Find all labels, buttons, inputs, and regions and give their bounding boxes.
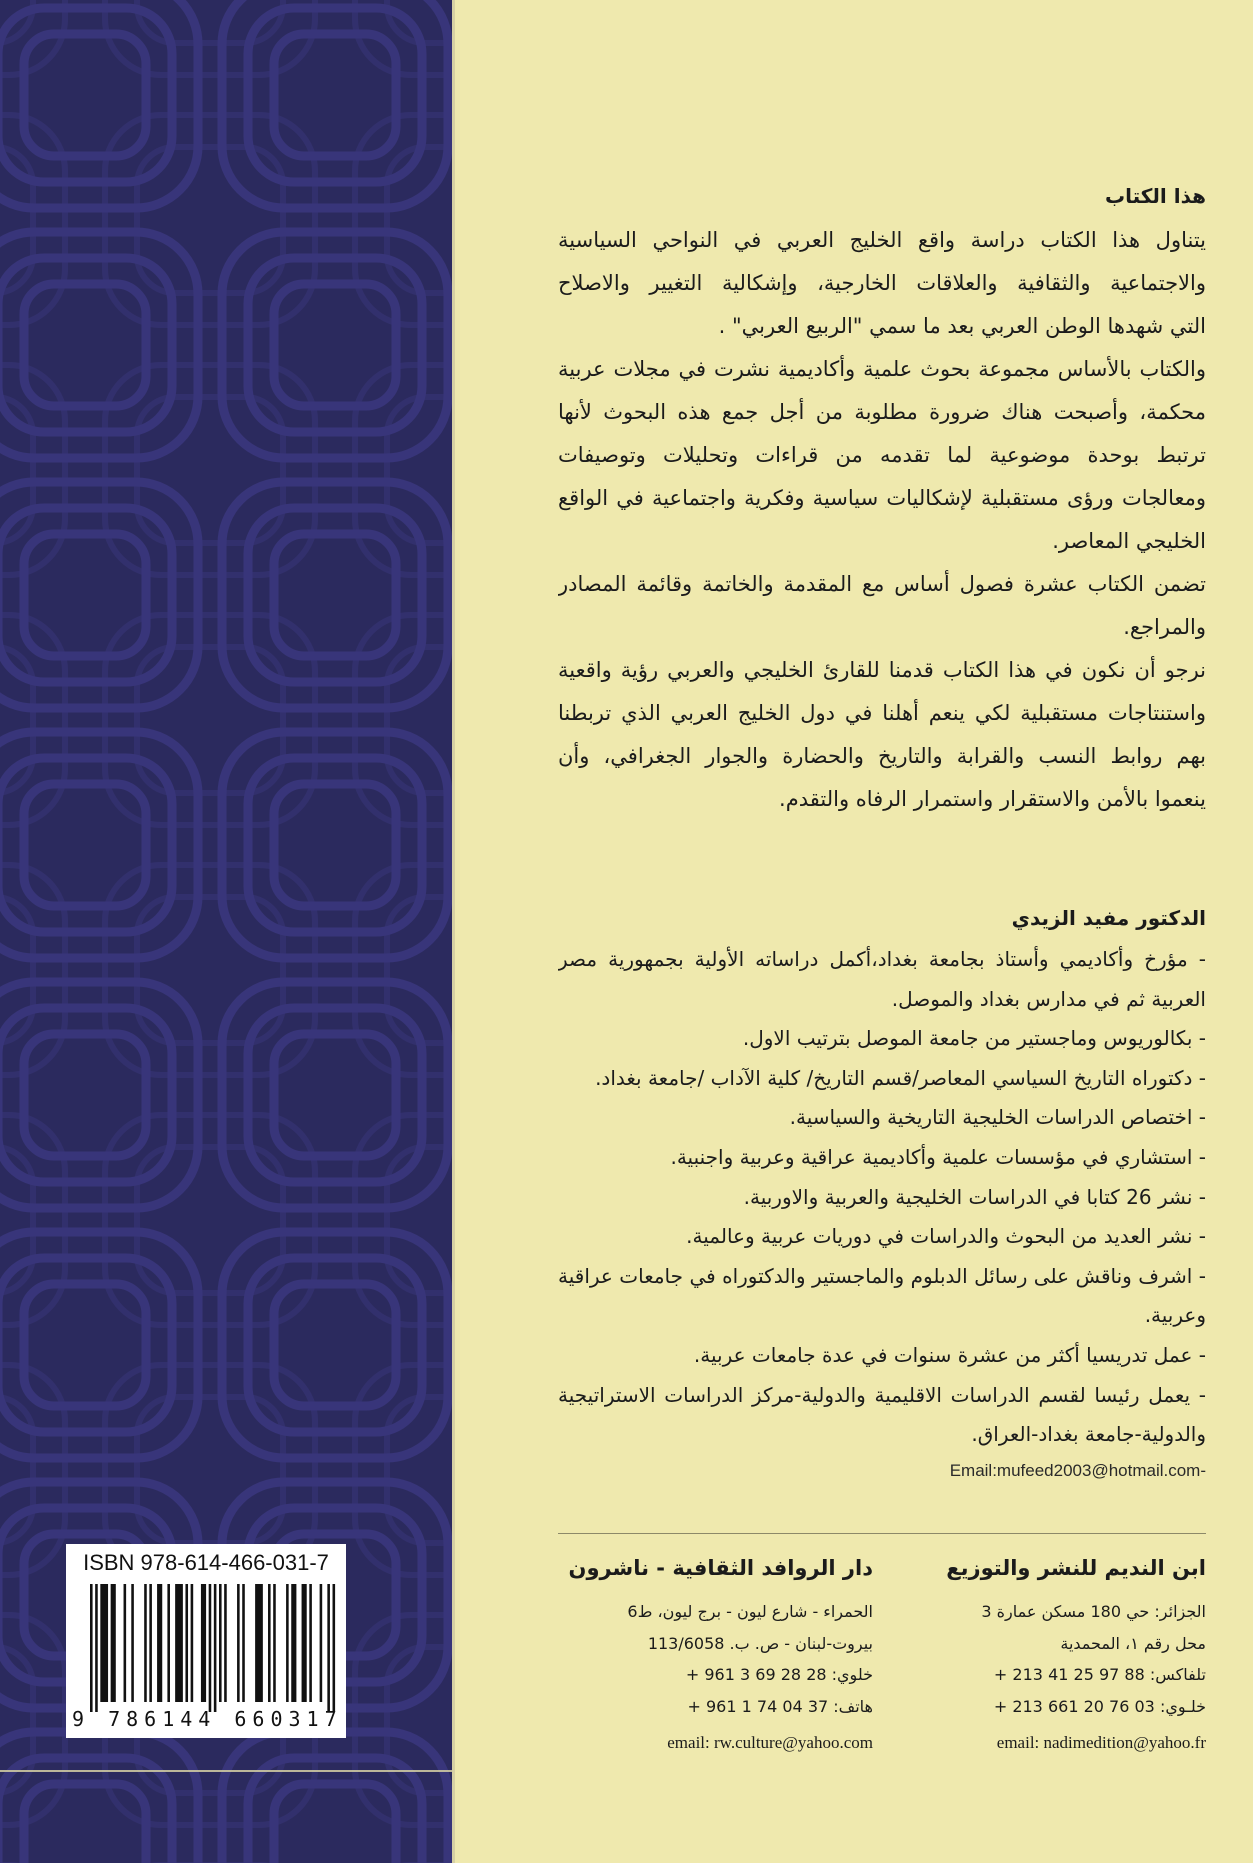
publisher-address-line: الحمراء - شارع ليون - برج ليون، ط6: [627, 1602, 873, 1621]
about-line: ومعالجات ورؤى مستقبلية لإشكاليات سياسية وفكرية واجتماعية في الواقع: [558, 486, 1206, 510]
about-line: تضمن الكتاب عشرة فصول أساس مع المقدمة والخاتمة وقائمة المصادر: [558, 572, 1206, 596]
barcode-bar: [124, 1584, 127, 1702]
author-bio-line: - عمل تدريسيا أكثر من عشرة سنوات في عدة جامعات عربية.: [693, 1342, 1206, 1367]
author-bio-line: - يعمل رئيسا لقسم الدراسات الاقليمية والدولية-مركز الدراسات الاستراتيجية: [558, 1382, 1206, 1407]
barcode-guard-bar: [209, 1584, 212, 1712]
publisher-email: email: rw.culture@yahoo.com: [667, 1732, 873, 1752]
barcode-bar: [111, 1584, 116, 1702]
barcode-bar: [255, 1584, 263, 1702]
about-line: ترتبط بوحدة موضوعية لما تقدمه من قراءات وتحليلات وتوصيفات: [558, 443, 1206, 467]
author-email: Email:mufeed2003@hotmail.com-: [949, 1461, 1206, 1480]
panel-divider: [0, 1770, 454, 1772]
publisher-mobile: خلوي: 28 28 69 3 961 +: [685, 1665, 873, 1685]
publisher-al-rawafed: [558, 1552, 873, 1759]
barcode-bar: [302, 1584, 307, 1702]
about-line: ينعموا بالأمن والاستقرار واستمرار الرفاه والتقدم.: [779, 787, 1206, 811]
author-bio: [558, 940, 1206, 1455]
author-bio-line: - اشرف وناقش على رسائل الدبلوم والماجستير والدكتوراه في جامعات عراقية: [558, 1263, 1206, 1288]
barcode-bars: [72, 1584, 340, 1714]
author-bio-line: - بكالوريوس وماجستير من جامعة الموصل بترتيب الاول.: [742, 1026, 1206, 1051]
barcode-guard-bar: [95, 1584, 98, 1712]
barcode-digits: 9 786144 660317: [72, 1707, 343, 1731]
author-bio-line: العربية ثم في مدارس بغداد والموصل.: [891, 986, 1206, 1011]
publisher-email: email: nadimedition@yahoo.fr: [996, 1732, 1206, 1752]
barcode-bar: [291, 1584, 296, 1702]
publisher-address-line: محل رقم ١، المحمدية: [1060, 1633, 1206, 1653]
publisher-address-line: الجزائر: حي 180 مسكن عمارة 3: [981, 1602, 1206, 1621]
author-bio-line: - مؤرخ وأكاديمي وأستاذ بجامعة بغداد،أكمل دراساته الأولية بجمهورية مصر: [558, 947, 1206, 971]
publishers-divider: [558, 1533, 1206, 1534]
author-bio-line: - نشر العديد من البحوث والدراسات في دوريات عربية وعالمية.: [686, 1224, 1206, 1249]
publisher-address: [558, 1596, 873, 1723]
barcode-bar: [286, 1584, 289, 1702]
author-bio-line: والدولية-جامعة بغداد-العراق.: [971, 1422, 1206, 1447]
barcode-bar: [175, 1584, 183, 1702]
about-line: يتناول هذا الكتاب دراسة واقع الخليج العربي في النواحي السياسية: [558, 228, 1206, 252]
barcode-bar: [131, 1584, 134, 1702]
barcode-guard-bar: [327, 1584, 330, 1712]
publisher-phone: هاتف: 37 04 74 1 961 +: [687, 1697, 873, 1717]
isbn-label: ISBN 978-614-466-031-7: [83, 1550, 329, 1575]
publisher-name: ابن النديم للنشر والتوزيع: [946, 1556, 1206, 1580]
about-line: والكتاب بالأساس مجموعة بحوث علمية وأكاديمية نشرت في مجلات عربية: [558, 357, 1206, 381]
publisher-ibn-al-nadim: [879, 1552, 1206, 1759]
author-bio-line: - اختصاص الدراسات الخليجية التاريخية والسياسية.: [789, 1105, 1206, 1130]
about-line: والاجتماعية والثقافية والعلاقات الخارجية، وإشكالية التغيير والاصلاح: [558, 271, 1206, 295]
panel-edge-line: [452, 0, 455, 1863]
author-bio-line: - نشر 26 كتابا في الدراسات الخليجية والعربية والاوربية.: [743, 1184, 1206, 1209]
author-bio-line: - استشاري في مؤسسات علمية وأكاديمية عراقية وعربية واجنبية.: [670, 1144, 1206, 1169]
publisher-address-line: بيروت-لبنان - ص. ب. 113/6058: [647, 1633, 873, 1653]
barcode-guard-bar: [90, 1584, 93, 1712]
barcode-bar: [191, 1584, 194, 1702]
barcode-bar: [157, 1584, 162, 1702]
about-heading: هذا الكتاب: [1104, 184, 1206, 208]
publisher-telefax: تلفاكس: 88 97 25 41 213 +: [993, 1665, 1206, 1685]
publisher-address: [879, 1596, 1206, 1723]
author-bio-line: - دكتوراه التاريخ السياسي المعاصر/قسم التاريخ/ كلية الآداب /جامعة بغداد.: [595, 1065, 1206, 1090]
publisher-name: دار الروافد الثقافية - ناشرون: [568, 1556, 873, 1580]
barcode-bar: [144, 1584, 147, 1702]
about-line: بهم روابط النسب والقرابة والتاريخ والحضارة والجوار الجغرافي، وأن: [558, 744, 1206, 768]
about-line: والمراجع.: [1123, 615, 1206, 639]
barcode-bar: [219, 1584, 222, 1702]
barcode-bar: [273, 1584, 276, 1702]
barcode-bar: [100, 1584, 108, 1702]
isbn-barcode-box: [66, 1544, 346, 1738]
barcode-bar: [201, 1584, 206, 1702]
barcode-bar: [237, 1584, 240, 1702]
publisher-mobile: خلـوي: 03 76 20 661 213 +: [993, 1697, 1206, 1717]
barcode-bar: [224, 1584, 227, 1702]
about-line: نرجو أن نكون في هذا الكتاب قدمنا للقارئ الخليجي والعربي رؤية واقعية: [558, 658, 1206, 682]
about-text: [558, 219, 1206, 821]
barcode-bar: [268, 1584, 271, 1702]
author-name-heading: الدكتور مفيد الزيدي: [1011, 906, 1206, 930]
about-line: الخليجي المعاصر.: [1052, 529, 1206, 553]
barcode-guard-bar: [214, 1584, 217, 1712]
barcode-bar: [320, 1584, 323, 1702]
barcode-bar: [149, 1584, 152, 1702]
barcode-guard-bar: [333, 1584, 336, 1712]
about-line: التي شهدها الوطن العربي بعد ما سمي "الربيع العربي" .: [718, 314, 1206, 338]
about-line: محكمة، وأصبحت هناك ضرورة مطلوبة من أجل جمع هذه البحوث لأنها: [558, 400, 1206, 424]
barcode-bar: [309, 1584, 312, 1702]
barcode-bar: [167, 1584, 170, 1702]
about-line: واستنتاجات مستقبلية لكي ينعم أهلنا في دول الخليج العربي الذي تربطنا: [558, 701, 1206, 725]
barcode-bar: [185, 1584, 188, 1702]
author-bio-line: وعربية.: [1144, 1303, 1206, 1328]
cover-side-panel: [0, 0, 454, 1863]
barcode-bar: [242, 1584, 245, 1702]
